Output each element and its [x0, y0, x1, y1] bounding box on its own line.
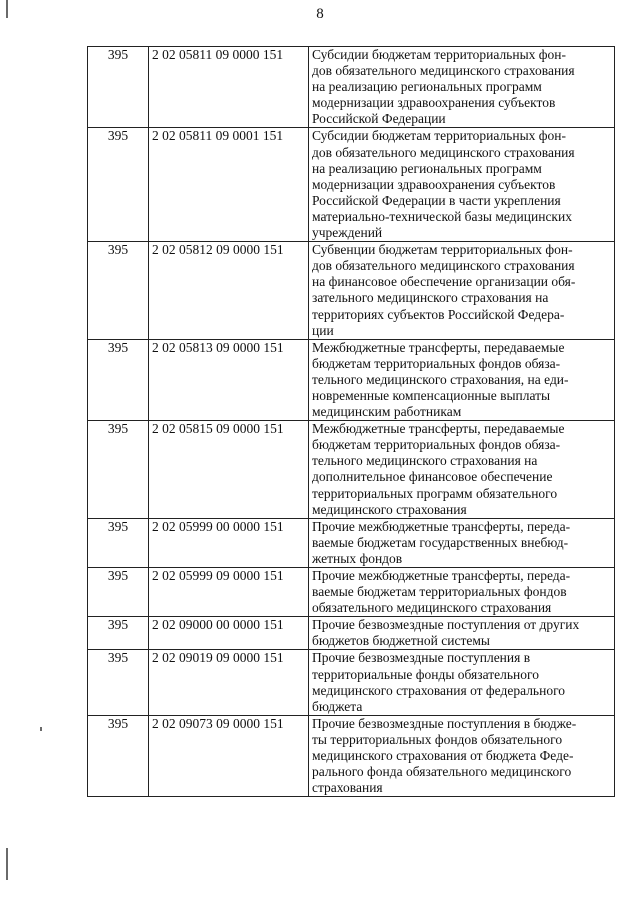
scan-dot-mark: [40, 727, 42, 731]
admin-code-cell: 395: [88, 421, 149, 519]
revenue-name-line: на реализацию региональных программ: [312, 160, 542, 176]
revenue-name-cell: [309, 715, 615, 796]
revenue-name-line: на реализацию региональных программ: [312, 79, 542, 95]
budget-classification-code-cell: 2 02 05999 09 0000 151: [149, 568, 309, 617]
revenue-name-cell: [309, 128, 615, 242]
revenue-name-line: медицинского страхования от бюджета Феде-: [312, 748, 574, 764]
budget-classification-code-cell: 2 02 05811 09 0000 151: [149, 47, 309, 128]
revenue-name-line: на финансовое обеспечение организации обя-: [312, 274, 576, 290]
budget-classification-code-cell: 2 02 05811 09 0001 151: [149, 128, 309, 242]
admin-code-cell: 395: [88, 47, 149, 128]
revenue-name-line: Прочие безвозмездные поступления в бюдже-: [312, 715, 577, 731]
revenue-name-cell: [309, 617, 615, 650]
table-row: [88, 650, 615, 715]
budget-classification-code-cell: 2 02 09000 00 0000 151: [149, 617, 309, 650]
revenue-name-line: Межбюджетные трансферты, передаваемые: [312, 421, 565, 437]
revenue-name-line: рального фонда обязательного медицинского: [312, 764, 572, 780]
revenue-name-line: Прочие межбюджетные трансферты, переда-: [312, 518, 571, 534]
budget-classification-code-cell: 2 02 05999 00 0000 151: [149, 518, 309, 567]
revenue-name-line: Субсидии бюджетам территориальных фон-: [312, 47, 566, 62]
revenue-name-line: ваемые бюджетам государственных внебюд-: [312, 534, 569, 550]
revenue-name-cell: [309, 339, 615, 420]
revenue-name-line: новременные компенсационные выплаты: [312, 387, 551, 403]
revenue-name-line: ты территориальных фондов обязательного: [312, 731, 563, 747]
admin-code-cell: 395: [88, 650, 149, 715]
revenue-name-line: бюджетов бюджетной системы: [312, 633, 490, 649]
table-row: [88, 128, 615, 242]
table-row: [88, 617, 615, 650]
revenue-name-line: Субсидии бюджетам территориальных фон-: [312, 128, 566, 144]
revenue-name-line: ции: [312, 322, 334, 338]
revenue-name-line: территориях субъектов Российской Федера-: [312, 306, 565, 322]
table-body: [88, 47, 615, 797]
table-row: [88, 339, 615, 420]
revenue-name-line: учреждений: [312, 225, 383, 241]
revenue-name-line: обязательного медицинского страхования: [312, 600, 552, 616]
admin-code-cell: 395: [88, 617, 149, 650]
revenue-name-line: бюджетам территориальных фондов обяза-: [312, 437, 561, 453]
revenue-name-line: жетных фондов: [312, 550, 403, 566]
revenue-name-cell: [309, 568, 615, 617]
revenue-name-line: тельного медицинского страхования, на еди-: [312, 371, 569, 387]
revenue-name-line: модернизации здравоохранения субъектов: [312, 176, 556, 192]
table-row: [88, 568, 615, 617]
revenue-name-line: тельного медицинского страхования на: [312, 453, 538, 469]
table-row: [88, 242, 615, 340]
revenue-name-line: Прочие межбюджетные трансферты, переда-: [312, 568, 571, 583]
admin-code-cell: 395: [88, 128, 149, 242]
table-row: [88, 715, 615, 796]
table-row: [88, 47, 615, 128]
revenue-name-line: дополнительное финансовое обеспечение: [312, 469, 553, 485]
revenue-name-line: Российской Федерации: [312, 111, 446, 127]
revenue-name-line: бюджетам территориальных фондов обяза-: [312, 355, 561, 371]
revenue-name-line: Российской Федерации в части укрепления: [312, 192, 561, 208]
page-number: 8: [316, 6, 324, 22]
budget-classification-code-cell: 2 02 09073 09 0000 151: [149, 715, 309, 796]
revenue-name-cell: [309, 242, 615, 340]
revenue-name-line: материально-технической базы медицинских: [312, 208, 572, 224]
revenue-name-line: Прочие безвозмездные поступления от других: [312, 617, 580, 633]
revenue-name-line: дов обязательного медицинского страхования: [312, 258, 575, 274]
budget-classification-code-cell: 2 02 09019 09 0000 151: [149, 650, 309, 715]
revenue-name-line: медицинского страхования: [312, 501, 467, 517]
revenue-name-line: Прочие безвозмездные поступления в: [312, 650, 531, 666]
admin-code-cell: 395: [88, 242, 149, 340]
admin-code-cell: 395: [88, 518, 149, 567]
revenue-name-cell: [309, 421, 615, 519]
revenue-name-cell: [309, 518, 615, 567]
revenue-name-cell: [309, 47, 615, 128]
revenue-name-line: дов обязательного медицинского страхования: [312, 63, 575, 79]
revenue-name-line: страхования: [312, 780, 383, 796]
revenue-name-line: ваемые бюджетам территориальных фондов: [312, 584, 567, 600]
revenue-name-cell: [309, 650, 615, 715]
table-row: [88, 421, 615, 519]
scan-edge-mark: [6, 848, 8, 880]
revenue-name-line: дов обязательного медицинского страхования: [312, 144, 575, 160]
budget-codes-table: [87, 46, 615, 797]
budget-classification-code-cell: 2 02 05813 09 0000 151: [149, 339, 309, 420]
admin-code-cell: 395: [88, 568, 149, 617]
revenue-name-line: территориальных программ обязательного: [312, 485, 558, 501]
admin-code-cell: 395: [88, 339, 149, 420]
revenue-name-line: зательного медицинского страхования на: [312, 290, 549, 306]
revenue-name-line: бюджета: [312, 698, 363, 714]
table-row: [88, 518, 615, 567]
admin-code-cell: 395: [88, 715, 149, 796]
revenue-name-line: медицинского страхования от федерального: [312, 682, 566, 698]
revenue-name-line: территориальные фонды обязательного: [312, 666, 539, 682]
budget-classification-code-cell: 2 02 05815 09 0000 151: [149, 421, 309, 519]
revenue-name-line: Субвенции бюджетам территориальных фон-: [312, 242, 573, 258]
budget-classification-code-cell: 2 02 05812 09 0000 151: [149, 242, 309, 340]
revenue-name-line: Межбюджетные трансферты, передаваемые: [312, 339, 565, 355]
scan-edge-mark: [6, 0, 8, 18]
revenue-name-line: модернизации здравоохранения субъектов: [312, 95, 556, 111]
revenue-name-line: медицинским работникам: [312, 404, 462, 420]
